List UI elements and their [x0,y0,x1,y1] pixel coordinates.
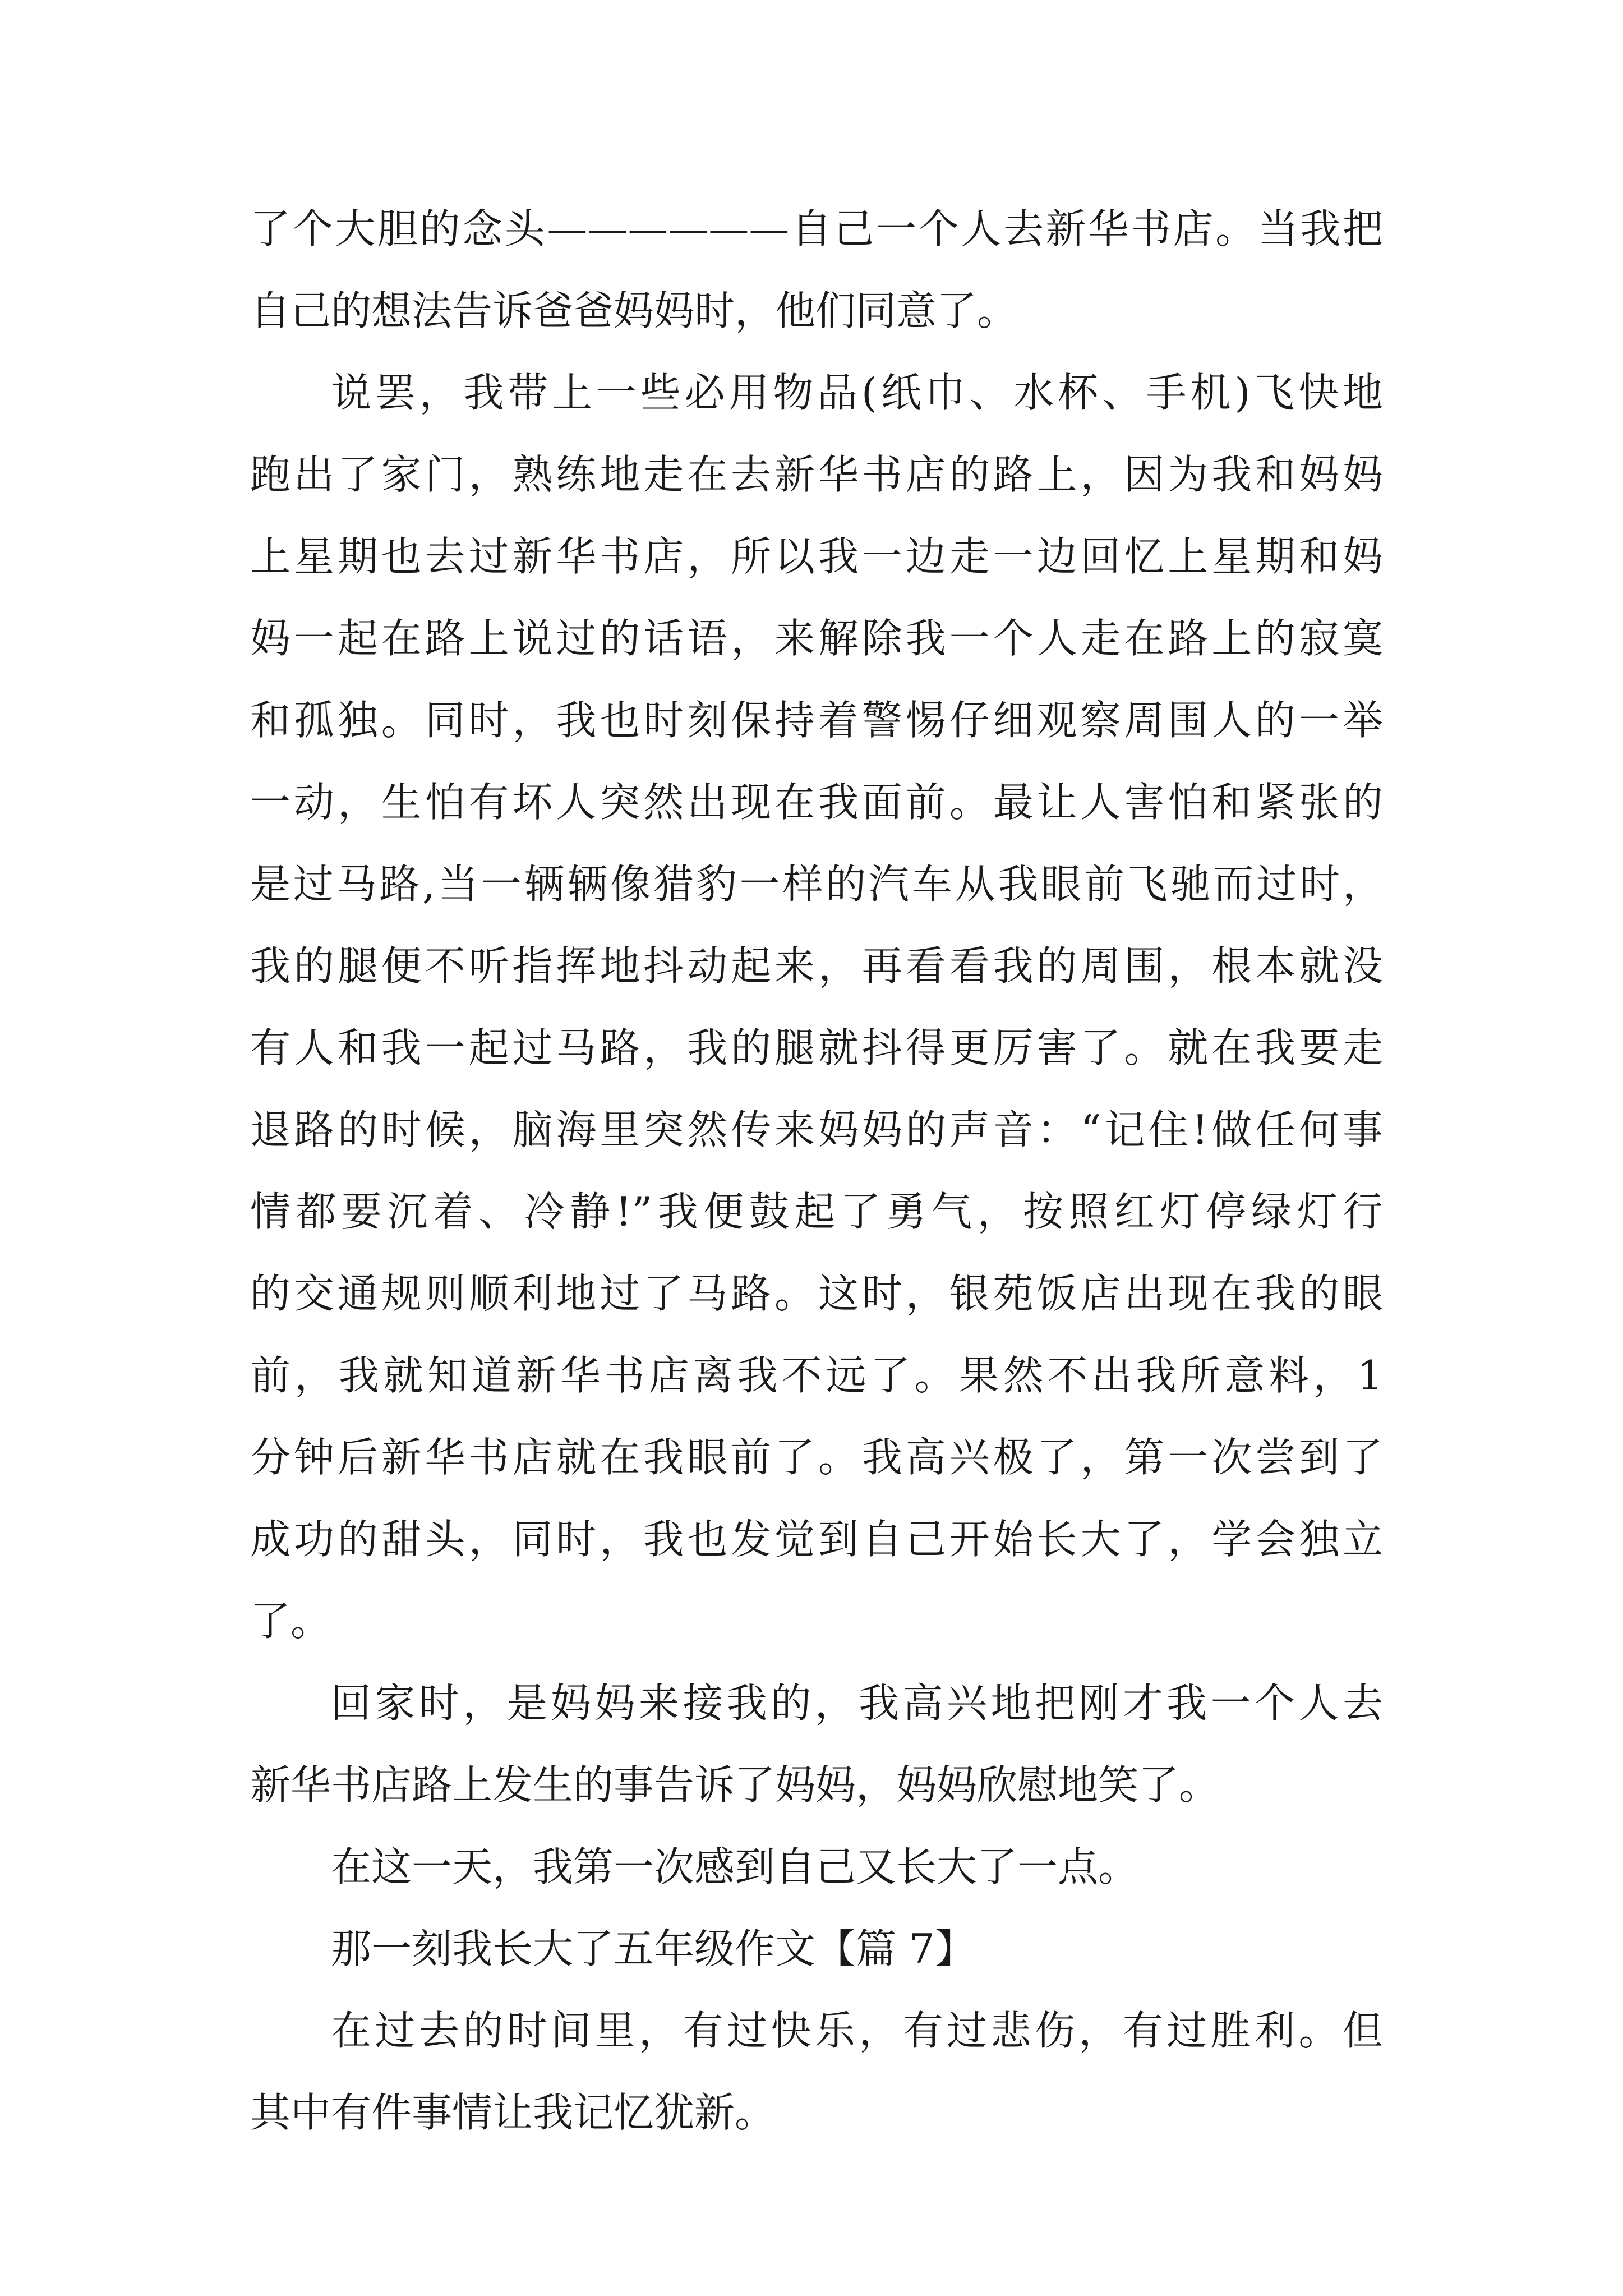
text-line: 在这一天，我第一次感到自己又长大了一点。 [331,1843,1139,1890]
text-line: 前，我就知道新华书店离我不远了。果然不出我所意料，1 [250,1352,1383,1399]
text-line: 回家时，是妈妈来接我的，我高兴地把刚才我一个人去 [331,1680,1383,1727]
text-line: 成功的甜头，同时，我也发觉到自己开始长大了，学会独立 [250,1516,1383,1563]
text-line: 跑出了家门，熟练地走在去新华书店的路上，因为我和妈妈 [250,451,1383,498]
text-line: 新华书店路上发生的事告诉了妈妈，妈妈欣慰地笑了。 [250,1761,1220,1809]
text-line: 一动，生怕有坏人突然出现在我面前。最让人害怕和紧张的 [250,779,1383,826]
text-line: 有人和我一起过马路，我的腿就抖得更厉害了。就在我要走 [250,1024,1383,1071]
text-line: 在过去的时间里，有过快乐，有过悲伤，有过胜利。但 [331,2007,1383,2054]
text-line: 我的腿便不听指挥地抖动起来，再看看我的周围，根本就没 [250,942,1383,990]
text-line: 了。 [250,1598,331,1645]
text-line: 妈一起在路上说过的话语，来解除我一个人走在路上的寂寞 [250,615,1383,662]
document-body [250,202,1383,2168]
text-line: 的交通规则顺利地过了马路。这时，银苑饭店出现在我的眼 [250,1270,1383,1317]
text-line: 说罢，我带上一些必用物品(纸巾、水杯、手机)飞快地 [331,369,1383,416]
text-line: 分钟后新华书店就在我眼前了。我高兴极了，第一次尝到了 [250,1434,1383,1481]
text-line: 是过马路,当一辆辆像猎豹一样的汽车从我眼前飞驰而过时， [250,861,1383,908]
text-line: 退路的时候，脑海里突然传来妈妈的声音：“记住!做任何事 [250,1106,1383,1153]
text-line: 其中有件事情让我记忆犹新。 [250,2089,776,2136]
text-line: 了个大胆的念头——————自己一个人去新华书店。当我把 [250,205,1383,252]
text-line: 自己的想法告诉爸爸妈妈时，他们同意了。 [250,287,1018,334]
text-line: 情都要沉着、冷静!”我便鼓起了勇气，按照红灯停绿灯行 [250,1188,1383,1235]
text-line: 和孤独。同时，我也时刻保持着警惕仔细观察周围人的一举 [250,697,1383,744]
text-line: 那一刻我长大了五年级作文【篇 7】 [331,1925,975,1972]
text-line: 上星期也去过新华书店，所以我一边走一边回忆上星期和妈 [250,533,1383,580]
